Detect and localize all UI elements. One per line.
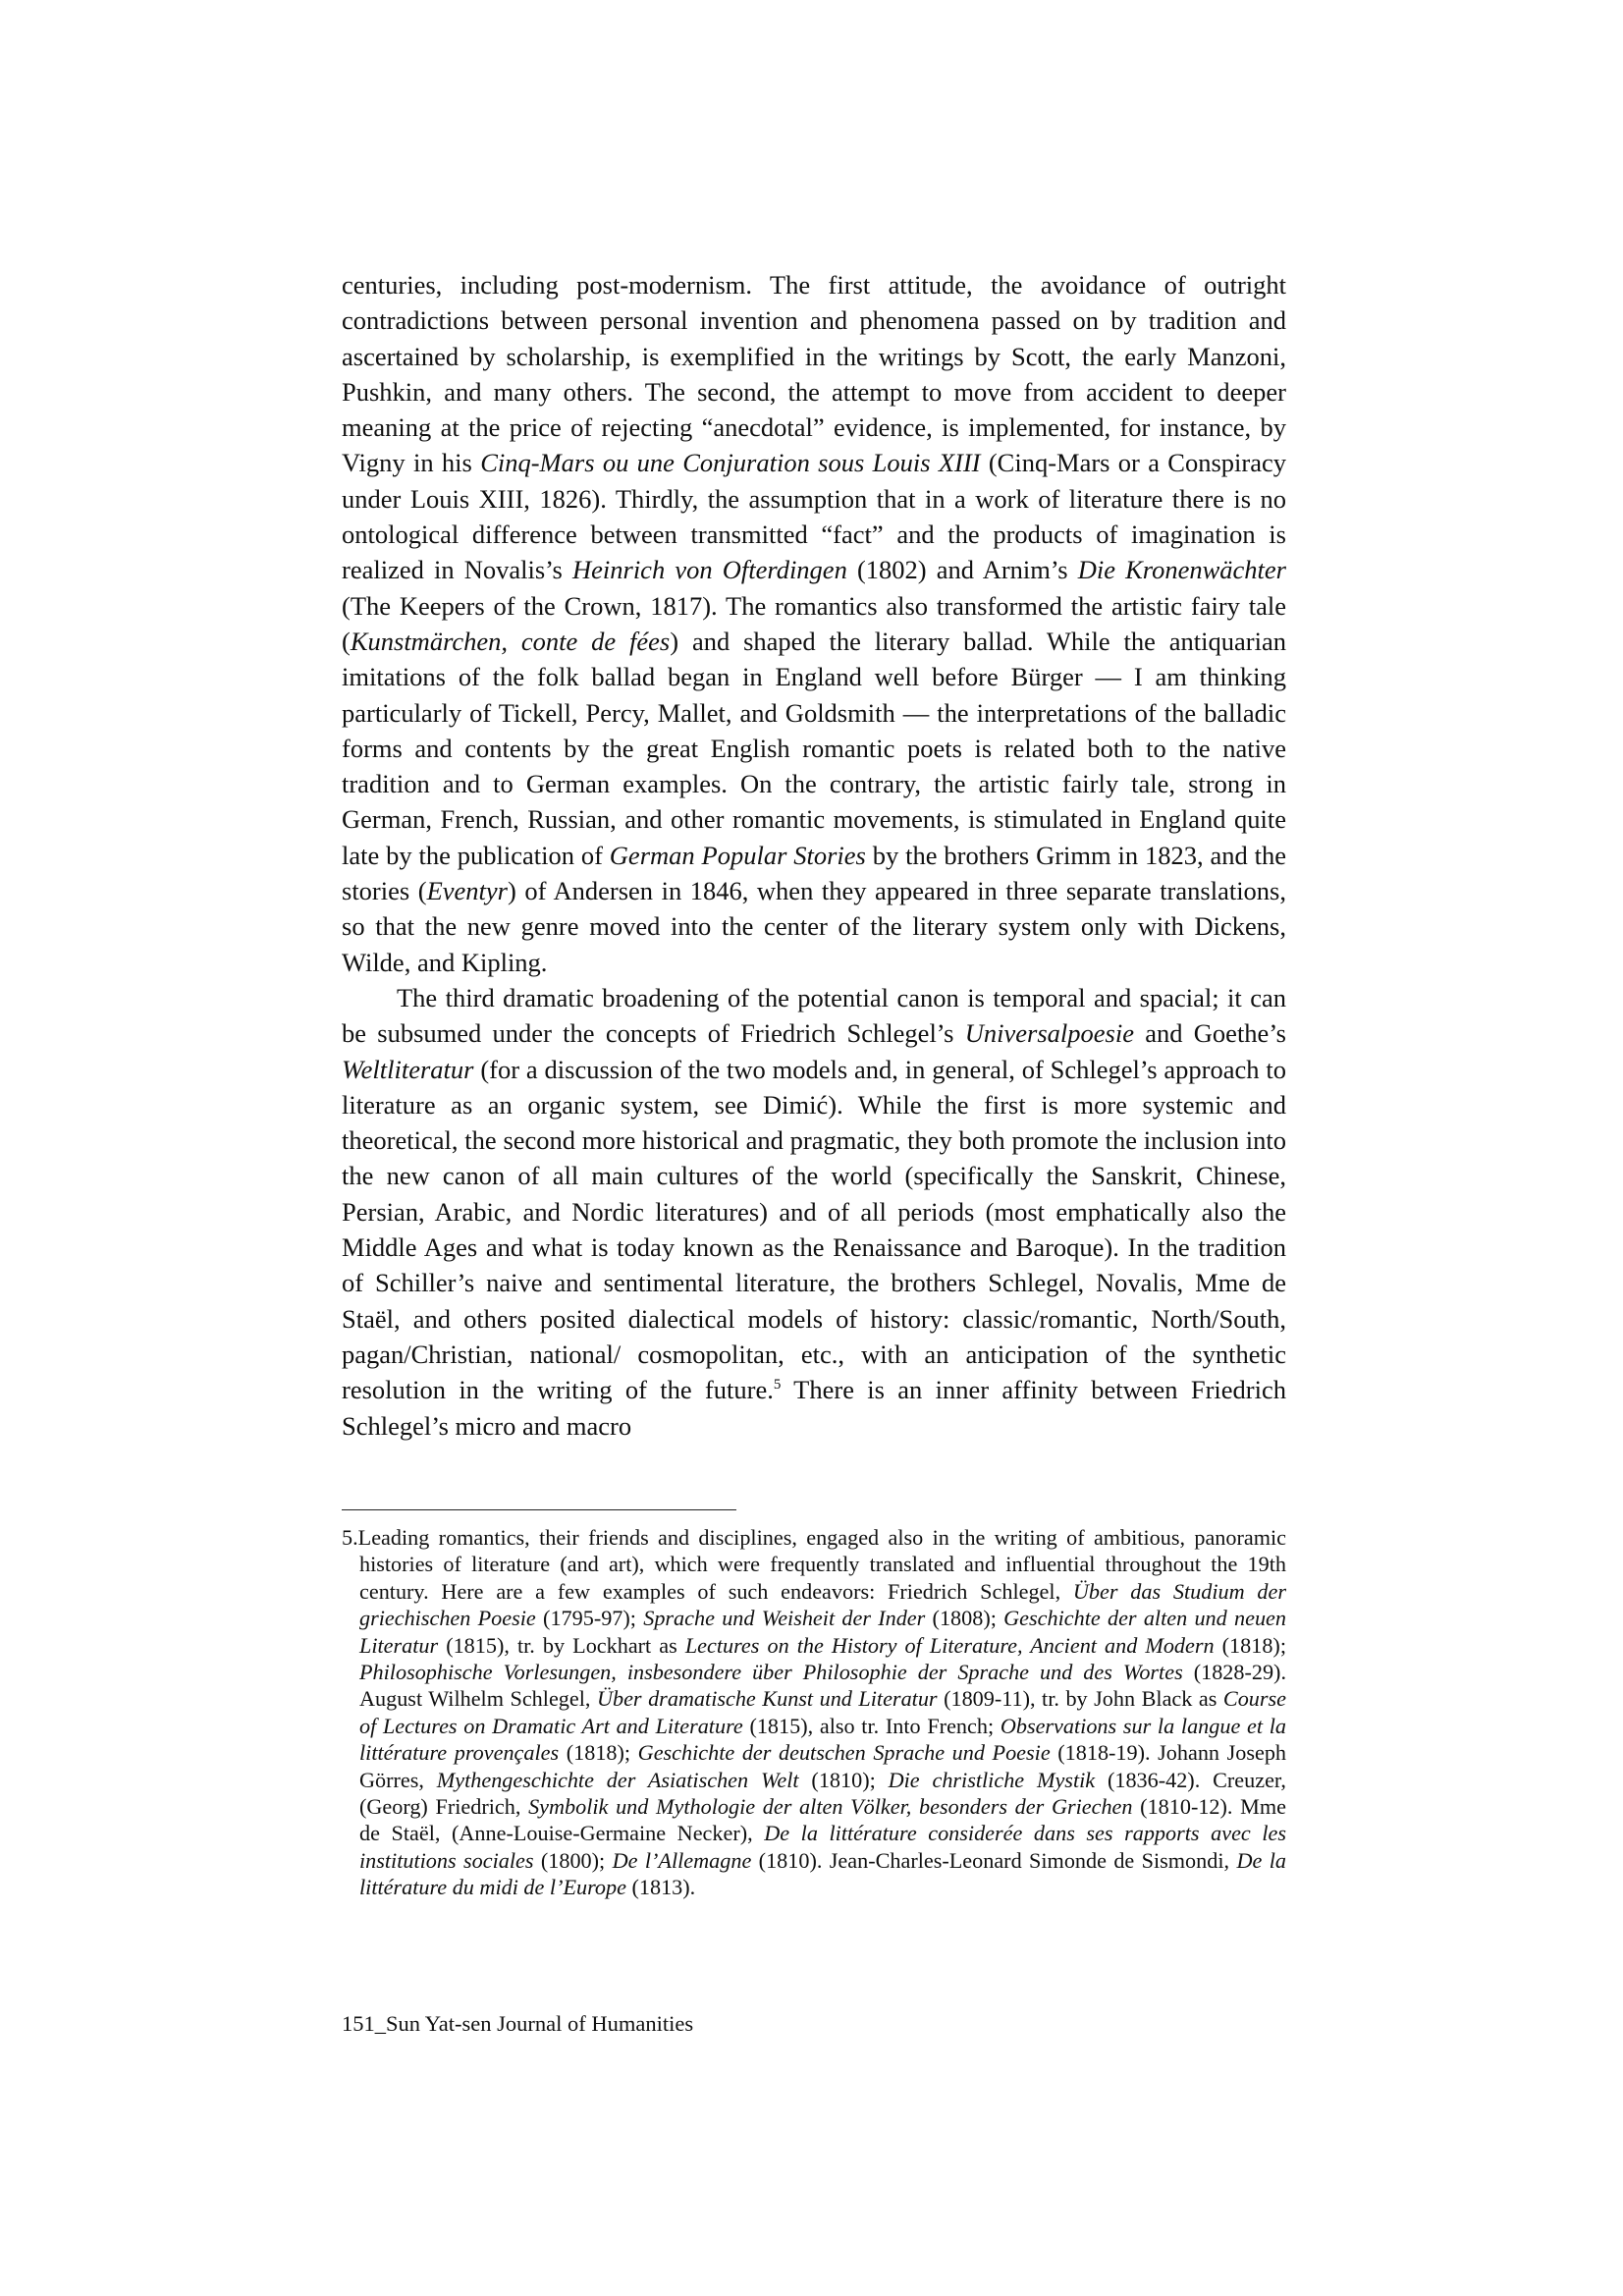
italic-term: Kunstmärchen, conte de fées: [350, 626, 671, 656]
italic-title: German Popular Stories: [609, 840, 866, 870]
italic-term: Universalpoesie: [964, 1018, 1134, 1049]
italic-title: Sprache und Weisheit der Inder: [643, 1606, 926, 1631]
text-run: (for a discussion of the two models and, in general, of Schlegel’s approach to literature as an organic system, see Dimić). While the first is more systemic and theoretical, the second more historical and pragmatic, they both promote the inclusion into the new canon of all main cultures of the world (specifically the Sanskrit, Chinese, Persian, Arabic, and Nordic literatures) and of all periods (most emphatically also the Middle Ages and what is today known as the Renaissance and Baroque). In the tradition of Schiller’s naive and sentimental literature, the brothers Schlegel, Novalis, Mme de Staël, and others posited dialectical models of history: classic/romantic, North/South, pagan/Christian, national/ cosmopolitan, etc., with an anticipation of the synthetic resolution in the writing of the future.: [342, 1054, 1286, 1405]
text-run: (1828-29). August Wilhelm Schlegel,: [359, 1660, 1286, 1712]
text-run: (1813).: [625, 1875, 696, 1900]
text-run: (1818);: [1214, 1632, 1286, 1658]
text-run: The third dramatic broadening of the potential canon is temporal and spacial; it can be subsumed under the concepts of Friedrich Schlegel’s: [342, 982, 1286, 1049]
text-run: (1836-42). Creuzer, (Georg) Friedrich,: [359, 1767, 1286, 1820]
italic-title: Mythengeschichte der Asiatischen Welt: [436, 1767, 799, 1792]
text-run: (1809-11), tr. by John Black as: [937, 1686, 1223, 1712]
text-run: (1808);: [925, 1606, 1004, 1631]
italic-title: Course of Lectures on Dramatic Art and Literature: [359, 1686, 1286, 1738]
text-run: (1815), also tr. Into French;: [742, 1713, 1001, 1738]
page-footer: 151_Sun Yat-sen Journal of Humanities: [342, 2011, 694, 2036]
footnote-marker[interactable]: 5: [773, 1377, 782, 1394]
italic-title: Observations sur la langue et la littérature provençales: [359, 1713, 1286, 1766]
footnote-separator: [342, 1509, 736, 1510]
italic-title: Die Kronenwächter: [1077, 555, 1286, 585]
italic-title: De la littérature du midi de l’Europe: [359, 1847, 1286, 1900]
italic-title: Über das Studium der griechischen Poesie: [359, 1578, 1286, 1631]
text-run: (1810);: [798, 1767, 889, 1792]
text-run: by the brothers Grimm in 1823, and the stories (: [342, 840, 1286, 906]
text-run: (1815), tr. by Lockhart as: [438, 1632, 685, 1658]
text-run: (Cinq-Mars or a Conspiracy under Louis XIII, 1826). Thirdly, the assumption that in a work of literature there is no ontological difference between transmitted “fact” and the products of imagination is realized in Novalis’s: [342, 448, 1286, 585]
italic-term: Eventyr: [426, 876, 508, 906]
text-run: (1802) and Arnim’s: [846, 555, 1078, 585]
italic-title: De la littérature considerée dans ses rapports avec les institutions sociales: [359, 1821, 1286, 1873]
italic-title: Philosophische Vorlesungen, insbesondere über Philosophie der Sprache und des Wortes: [359, 1660, 1183, 1685]
footnote-5: [342, 1524, 1286, 1901]
italic-term: Weltliteratur: [342, 1054, 474, 1084]
italic-title: De l’Allemagne: [612, 1847, 752, 1873]
italic-title: Die christliche Mystik: [888, 1767, 1096, 1792]
text-run: centuries, including post-modernism. The first attitude, the avoidance of outright contradictions between personal invention and phenomena passed on by tradition and ascertained by scholarship, is exemplified in the writings by Scott, the early Manzoni, Pushkin, and many others. The second, the attempt to move from accident to deeper meaning at the price of rejecting “anecdotal” evidence, is implemented, for instance, by Vigny in his: [342, 270, 1286, 478]
italic-title: Cinq-Mars ou une Conjuration sous Louis XIII: [480, 448, 981, 478]
italic-title: Heinrich von Ofterdingen: [572, 555, 847, 585]
text-run: 5.Leading romantics, their friends and disciplines, engaged also in the writing of ambitious, panoramic histories of literature (and art), which were frequently translated and influential throughout the 19th century. Here are a few examples of such endeavors: Friedrich Schlegel,: [342, 1525, 1286, 1604]
italic-title: Lectures on the History of Literature, Ancient and Modern: [684, 1632, 1215, 1658]
text-run: There is an inner affinity between Friedrich Schlegel’s micro and macro: [342, 1375, 1286, 1441]
text-run: (The Keepers of the Crown, 1817). The romantics also transformed the artistic fairy tale (: [342, 590, 1286, 656]
italic-title: Über dramatische Kunst und Literatur: [596, 1686, 938, 1712]
italic-title: Geschichte der alten und neuen Literatur: [359, 1606, 1286, 1658]
text-run: ) and shaped the literary ballad. While the antiquarian imitations of the folk ballad began in England well before Bürger — I am thinking particularly of Tickell, Percy, Mallet, and Goldsmith — the interpretations of the balladic forms and contents by the great English romantic poets is related both to the native tradition and to German examples. On the contrary, the artistic fairly tale, strong in German, French, Russian, and other romantic movements, is stimulated in England quite late by the publication of: [342, 626, 1286, 870]
text-run: ) of Andersen in 1846, when they appeared in three separate translations, so that the new genre moved into the center of the literary system only with Dickens, Wilde, and Kipling.: [342, 876, 1286, 977]
paragraph-1: [342, 267, 1286, 980]
text-run: (1818-19). Johann Joseph Görres,: [359, 1740, 1287, 1792]
italic-title: Symbolik und Mythologie der alten Völker, besonders der Griechen: [528, 1794, 1133, 1820]
italic-title: Geschichte der deutschen Sprache und Poesie: [637, 1740, 1051, 1766]
text-run: (1800);: [533, 1847, 613, 1873]
text-run: (1810-12). Mme de Staël, (Anne-Louise-Germaine Necker),: [359, 1794, 1286, 1846]
text-run: (1810). Jean-Charles-Leonard Simonde de Sismondi,: [751, 1847, 1237, 1873]
text-run: (1818);: [559, 1740, 638, 1766]
paragraph-2: [342, 980, 1286, 1444]
text-run: (1795-97);: [535, 1606, 644, 1631]
main-text: [342, 267, 1286, 1444]
text-run: and Goethe’s: [1133, 1018, 1286, 1049]
